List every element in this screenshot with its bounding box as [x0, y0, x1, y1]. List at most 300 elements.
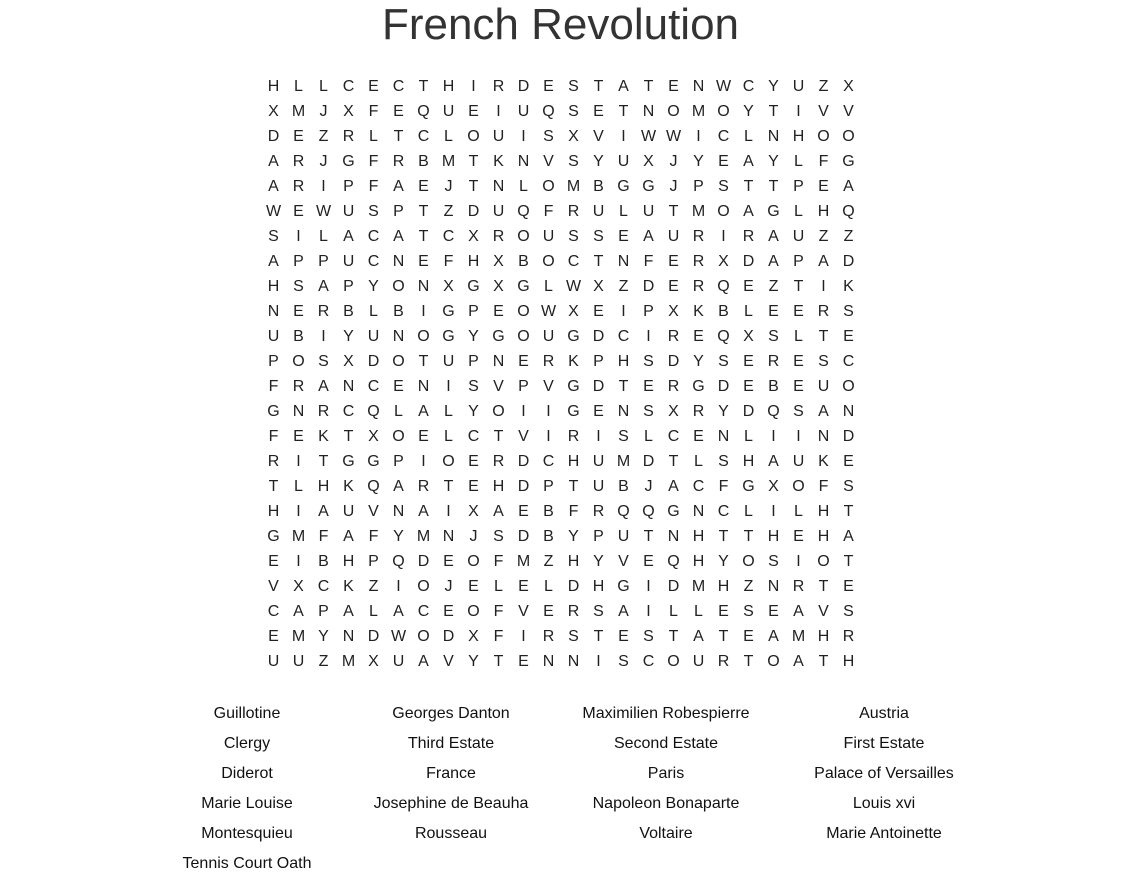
- grid-letter[interactable]: G: [367, 453, 380, 470]
- grid-letter[interactable]: C: [567, 253, 580, 270]
- grid-letter[interactable]: D: [367, 353, 380, 370]
- grid-letter[interactable]: D: [467, 203, 480, 220]
- grid-letter[interactable]: D: [517, 453, 530, 470]
- grid-letter[interactable]: K: [343, 478, 354, 495]
- grid-letter[interactable]: H: [317, 478, 330, 495]
- grid-letter[interactable]: R: [342, 128, 355, 145]
- grid-letter[interactable]: F: [643, 253, 654, 270]
- grid-letter[interactable]: F: [268, 378, 279, 395]
- grid-letter[interactable]: R: [592, 503, 605, 520]
- grid-letter[interactable]: E: [668, 253, 679, 270]
- grid-letter[interactable]: D: [567, 578, 580, 595]
- grid-letter[interactable]: X: [368, 428, 379, 445]
- grid-letter[interactable]: L: [669, 603, 678, 620]
- grid-letter[interactable]: D: [642, 453, 655, 470]
- grid-letter[interactable]: M: [291, 103, 306, 120]
- grid-letter[interactable]: E: [643, 553, 654, 570]
- grid-letter[interactable]: L: [294, 478, 303, 495]
- grid-letter[interactable]: E: [843, 453, 854, 470]
- grid-letter[interactable]: U: [617, 153, 630, 170]
- grid-letter[interactable]: S: [768, 553, 779, 570]
- grid-letter[interactable]: N: [667, 528, 680, 545]
- grid-letter[interactable]: M: [441, 153, 456, 170]
- grid-letter[interactable]: X: [368, 653, 379, 670]
- grid-letter[interactable]: I: [421, 453, 426, 470]
- grid-letter[interactable]: A: [343, 228, 354, 245]
- grid-letter[interactable]: B: [543, 528, 554, 545]
- grid-letter[interactable]: R: [567, 603, 580, 620]
- grid-letter[interactable]: F: [368, 528, 379, 545]
- grid-letter[interactable]: S: [643, 403, 654, 420]
- grid-letter[interactable]: Z: [618, 278, 629, 295]
- grid-letter[interactable]: J: [669, 153, 678, 170]
- grid-letter[interactable]: F: [493, 553, 504, 570]
- grid-letter[interactable]: O: [392, 428, 405, 445]
- grid-letter[interactable]: B: [418, 153, 429, 170]
- grid-letter[interactable]: O: [467, 603, 480, 620]
- grid-letter[interactable]: Q: [717, 328, 730, 345]
- grid-letter[interactable]: F: [368, 103, 379, 120]
- grid-letter[interactable]: Q: [642, 503, 655, 520]
- grid-letter[interactable]: D: [442, 628, 455, 645]
- grid-letter[interactable]: N: [617, 403, 630, 420]
- grid-letter[interactable]: X: [743, 328, 754, 345]
- grid-letter[interactable]: N: [342, 378, 355, 395]
- grid-letter[interactable]: H: [817, 203, 830, 220]
- grid-letter[interactable]: H: [567, 453, 580, 470]
- grid-letter[interactable]: I: [621, 303, 626, 320]
- grid-letter[interactable]: M: [566, 178, 581, 195]
- grid-letter[interactable]: U: [792, 78, 805, 95]
- grid-letter[interactable]: X: [843, 78, 854, 95]
- grid-letter[interactable]: Y: [593, 153, 604, 170]
- grid-letter[interactable]: N: [567, 653, 580, 670]
- grid-letter[interactable]: E: [293, 428, 304, 445]
- grid-letter[interactable]: I: [446, 503, 451, 520]
- grid-letter[interactable]: C: [542, 453, 555, 470]
- grid-letter[interactable]: I: [696, 128, 701, 145]
- grid-letter[interactable]: D: [667, 578, 680, 595]
- grid-letter[interactable]: M: [691, 103, 706, 120]
- grid-letter[interactable]: X: [293, 578, 304, 595]
- grid-letter[interactable]: P: [593, 528, 604, 545]
- grid-letter[interactable]: O: [467, 553, 480, 570]
- grid-letter[interactable]: T: [743, 528, 754, 545]
- grid-letter[interactable]: W: [565, 278, 582, 295]
- grid-letter[interactable]: X: [668, 403, 679, 420]
- grid-letter[interactable]: B: [768, 378, 779, 395]
- grid-letter[interactable]: R: [542, 628, 555, 645]
- grid-letter[interactable]: E: [293, 128, 304, 145]
- grid-letter[interactable]: E: [768, 303, 779, 320]
- grid-letter[interactable]: I: [521, 128, 526, 145]
- grid-letter[interactable]: B: [618, 478, 629, 495]
- grid-letter[interactable]: B: [593, 178, 604, 195]
- grid-letter[interactable]: L: [369, 603, 378, 620]
- grid-letter[interactable]: G: [442, 328, 455, 345]
- grid-letter[interactable]: U: [442, 353, 455, 370]
- grid-letter[interactable]: F: [318, 528, 329, 545]
- grid-letter[interactable]: R: [317, 403, 330, 420]
- grid-letter[interactable]: R: [842, 628, 855, 645]
- grid-letter[interactable]: O: [417, 578, 430, 595]
- grid-letter[interactable]: N: [767, 578, 780, 595]
- grid-letter[interactable]: A: [393, 603, 404, 620]
- grid-letter[interactable]: D: [842, 428, 855, 445]
- grid-letter[interactable]: U: [367, 328, 380, 345]
- grid-letter[interactable]: P: [643, 303, 654, 320]
- grid-letter[interactable]: T: [418, 228, 429, 245]
- grid-letter[interactable]: V: [543, 153, 554, 170]
- grid-letter[interactable]: Y: [693, 353, 704, 370]
- grid-letter[interactable]: X: [468, 503, 479, 520]
- grid-letter[interactable]: U: [517, 103, 530, 120]
- grid-letter[interactable]: R: [317, 303, 330, 320]
- grid-letter[interactable]: L: [294, 78, 303, 95]
- grid-letter[interactable]: T: [593, 78, 604, 95]
- grid-letter[interactable]: R: [567, 428, 580, 445]
- grid-letter[interactable]: P: [343, 278, 354, 295]
- grid-letter[interactable]: A: [668, 478, 679, 495]
- grid-letter[interactable]: G: [842, 153, 855, 170]
- grid-letter[interactable]: Q: [542, 103, 555, 120]
- grid-letter[interactable]: M: [791, 628, 806, 645]
- grid-letter[interactable]: K: [568, 353, 579, 370]
- grid-letter[interactable]: E: [618, 228, 629, 245]
- grid-letter[interactable]: M: [416, 528, 431, 545]
- grid-letter[interactable]: H: [692, 553, 705, 570]
- grid-letter[interactable]: L: [744, 128, 753, 145]
- grid-letter[interactable]: P: [393, 203, 404, 220]
- grid-letter[interactable]: Q: [367, 403, 380, 420]
- grid-letter[interactable]: Y: [718, 403, 729, 420]
- grid-letter[interactable]: T: [643, 528, 654, 545]
- grid-letter[interactable]: T: [643, 78, 654, 95]
- grid-letter[interactable]: X: [493, 253, 504, 270]
- grid-letter[interactable]: V: [618, 553, 629, 570]
- grid-letter[interactable]: H: [842, 653, 855, 670]
- grid-letter[interactable]: I: [471, 78, 476, 95]
- grid-letter[interactable]: S: [293, 278, 304, 295]
- grid-letter[interactable]: Y: [568, 528, 579, 545]
- grid-letter[interactable]: C: [692, 478, 705, 495]
- grid-letter[interactable]: A: [318, 378, 329, 395]
- grid-letter[interactable]: D: [517, 528, 530, 545]
- grid-letter[interactable]: W: [540, 303, 557, 320]
- grid-letter[interactable]: V: [818, 603, 829, 620]
- grid-letter[interactable]: L: [694, 603, 703, 620]
- grid-letter[interactable]: L: [319, 228, 328, 245]
- grid-letter[interactable]: T: [668, 628, 679, 645]
- grid-letter[interactable]: C: [392, 78, 405, 95]
- grid-letter[interactable]: N: [492, 353, 505, 370]
- grid-letter[interactable]: E: [743, 628, 754, 645]
- grid-letter[interactable]: C: [367, 378, 380, 395]
- grid-letter[interactable]: V: [843, 103, 854, 120]
- grid-letter[interactable]: E: [693, 428, 704, 445]
- grid-letter[interactable]: N: [417, 278, 430, 295]
- grid-letter[interactable]: N: [392, 328, 405, 345]
- grid-letter[interactable]: S: [618, 653, 629, 670]
- grid-letter[interactable]: X: [643, 153, 654, 170]
- grid-letter[interactable]: C: [442, 228, 455, 245]
- grid-letter[interactable]: A: [493, 503, 504, 520]
- grid-letter[interactable]: E: [493, 303, 504, 320]
- grid-letter[interactable]: S: [568, 103, 579, 120]
- grid-letter[interactable]: T: [793, 278, 804, 295]
- grid-letter[interactable]: T: [593, 628, 604, 645]
- grid-letter[interactable]: Q: [667, 553, 680, 570]
- grid-letter[interactable]: I: [721, 228, 726, 245]
- grid-letter[interactable]: E: [843, 578, 854, 595]
- grid-letter[interactable]: P: [318, 603, 329, 620]
- grid-letter[interactable]: C: [417, 603, 430, 620]
- grid-letter[interactable]: E: [443, 553, 454, 570]
- grid-letter[interactable]: H: [267, 78, 280, 95]
- grid-letter[interactable]: Z: [368, 578, 379, 595]
- grid-letter[interactable]: A: [793, 603, 804, 620]
- grid-letter[interactable]: E: [468, 453, 479, 470]
- grid-letter[interactable]: O: [667, 653, 680, 670]
- grid-letter[interactable]: L: [794, 203, 803, 220]
- grid-letter[interactable]: U: [542, 228, 555, 245]
- grid-letter[interactable]: L: [394, 403, 403, 420]
- grid-letter[interactable]: B: [718, 303, 729, 320]
- grid-letter[interactable]: V: [493, 378, 504, 395]
- grid-letter[interactable]: R: [292, 153, 305, 170]
- grid-letter[interactable]: F: [443, 253, 454, 270]
- grid-letter[interactable]: R: [542, 353, 555, 370]
- grid-letter[interactable]: L: [794, 503, 803, 520]
- grid-letter[interactable]: Z: [318, 128, 329, 145]
- grid-letter[interactable]: N: [692, 503, 705, 520]
- grid-letter[interactable]: T: [618, 103, 629, 120]
- grid-letter[interactable]: L: [794, 328, 803, 345]
- grid-letter[interactable]: A: [843, 528, 854, 545]
- grid-letter[interactable]: S: [643, 353, 654, 370]
- grid-letter[interactable]: G: [567, 403, 580, 420]
- grid-letter[interactable]: Y: [393, 528, 404, 545]
- grid-letter[interactable]: I: [596, 653, 601, 670]
- grid-letter[interactable]: A: [768, 453, 779, 470]
- grid-letter[interactable]: F: [493, 628, 504, 645]
- grid-letter[interactable]: H: [342, 553, 355, 570]
- grid-letter[interactable]: R: [667, 378, 680, 395]
- grid-letter[interactable]: H: [692, 528, 705, 545]
- grid-letter[interactable]: K: [343, 578, 354, 595]
- grid-letter[interactable]: U: [617, 528, 630, 545]
- grid-letter[interactable]: D: [517, 478, 530, 495]
- grid-letter[interactable]: I: [771, 503, 776, 520]
- grid-letter[interactable]: P: [318, 253, 329, 270]
- grid-letter[interactable]: E: [618, 628, 629, 645]
- grid-letter[interactable]: A: [393, 478, 404, 495]
- grid-letter[interactable]: U: [817, 378, 830, 395]
- grid-letter[interactable]: I: [771, 428, 776, 445]
- grid-letter[interactable]: A: [268, 178, 279, 195]
- grid-letter[interactable]: E: [468, 578, 479, 595]
- grid-letter[interactable]: Q: [417, 103, 430, 120]
- grid-letter[interactable]: T: [418, 353, 429, 370]
- grid-letter[interactable]: R: [667, 328, 680, 345]
- grid-letter[interactable]: Y: [768, 78, 779, 95]
- grid-letter[interactable]: M: [616, 453, 631, 470]
- grid-letter[interactable]: D: [667, 353, 680, 370]
- grid-letter[interactable]: E: [718, 603, 729, 620]
- grid-letter[interactable]: O: [742, 553, 755, 570]
- grid-letter[interactable]: P: [268, 353, 279, 370]
- grid-letter[interactable]: S: [593, 228, 604, 245]
- grid-letter[interactable]: X: [468, 228, 479, 245]
- grid-letter[interactable]: E: [268, 628, 279, 645]
- grid-letter[interactable]: N: [342, 628, 355, 645]
- grid-letter[interactable]: G: [642, 178, 655, 195]
- grid-letter[interactable]: Y: [768, 153, 779, 170]
- grid-letter[interactable]: S: [843, 603, 854, 620]
- grid-letter[interactable]: L: [319, 78, 328, 95]
- grid-letter[interactable]: T: [268, 478, 279, 495]
- grid-letter[interactable]: V: [443, 653, 454, 670]
- grid-letter[interactable]: Q: [842, 203, 855, 220]
- grid-letter[interactable]: X: [443, 278, 454, 295]
- grid-letter[interactable]: U: [342, 203, 355, 220]
- grid-letter[interactable]: P: [793, 253, 804, 270]
- grid-letter[interactable]: A: [343, 603, 354, 620]
- grid-letter[interactable]: B: [393, 303, 404, 320]
- grid-letter[interactable]: H: [492, 478, 505, 495]
- grid-letter[interactable]: G: [442, 303, 455, 320]
- grid-letter[interactable]: S: [543, 128, 554, 145]
- grid-letter[interactable]: R: [767, 353, 780, 370]
- grid-letter[interactable]: G: [617, 578, 630, 595]
- grid-letter[interactable]: I: [796, 103, 801, 120]
- grid-letter[interactable]: C: [467, 428, 480, 445]
- grid-letter[interactable]: I: [646, 578, 651, 595]
- grid-letter[interactable]: E: [718, 153, 729, 170]
- grid-letter[interactable]: A: [618, 78, 629, 95]
- grid-letter[interactable]: D: [717, 378, 730, 395]
- grid-letter[interactable]: H: [742, 453, 755, 470]
- grid-letter[interactable]: Z: [843, 228, 854, 245]
- grid-letter[interactable]: V: [368, 503, 379, 520]
- grid-letter[interactable]: S: [268, 228, 279, 245]
- grid-letter[interactable]: S: [568, 628, 579, 645]
- grid-letter[interactable]: S: [843, 478, 854, 495]
- grid-letter[interactable]: O: [492, 403, 505, 420]
- grid-letter[interactable]: T: [818, 328, 829, 345]
- grid-letter[interactable]: R: [417, 478, 430, 495]
- grid-letter[interactable]: S: [718, 453, 729, 470]
- grid-letter[interactable]: A: [318, 278, 329, 295]
- grid-letter[interactable]: C: [617, 328, 630, 345]
- grid-letter[interactable]: E: [693, 328, 704, 345]
- grid-letter[interactable]: N: [767, 128, 780, 145]
- grid-letter[interactable]: N: [492, 178, 505, 195]
- grid-letter[interactable]: J: [444, 578, 453, 595]
- grid-letter[interactable]: A: [643, 228, 654, 245]
- grid-letter[interactable]: S: [468, 378, 479, 395]
- grid-letter[interactable]: E: [468, 478, 479, 495]
- grid-letter[interactable]: C: [342, 78, 355, 95]
- grid-letter[interactable]: Q: [717, 278, 730, 295]
- grid-letter[interactable]: A: [293, 603, 304, 620]
- grid-letter[interactable]: O: [392, 278, 405, 295]
- grid-letter[interactable]: T: [343, 428, 354, 445]
- grid-letter[interactable]: N: [717, 428, 730, 445]
- grid-letter[interactable]: C: [417, 128, 430, 145]
- grid-letter[interactable]: L: [494, 578, 503, 595]
- grid-letter[interactable]: E: [743, 278, 754, 295]
- grid-letter[interactable]: T: [443, 478, 454, 495]
- grid-letter[interactable]: K: [843, 278, 854, 295]
- grid-letter[interactable]: S: [368, 203, 379, 220]
- grid-letter[interactable]: O: [817, 128, 830, 145]
- grid-letter[interactable]: O: [667, 103, 680, 120]
- grid-letter[interactable]: J: [469, 528, 478, 545]
- grid-letter[interactable]: P: [468, 353, 479, 370]
- grid-letter[interactable]: C: [717, 503, 730, 520]
- grid-letter[interactable]: E: [393, 378, 404, 395]
- grid-letter[interactable]: U: [667, 228, 680, 245]
- grid-letter[interactable]: F: [568, 503, 579, 520]
- grid-letter[interactable]: I: [296, 453, 301, 470]
- grid-letter[interactable]: A: [418, 403, 429, 420]
- grid-letter[interactable]: T: [618, 378, 629, 395]
- grid-letter[interactable]: T: [318, 453, 329, 470]
- grid-letter[interactable]: A: [743, 203, 754, 220]
- grid-letter[interactable]: A: [793, 653, 804, 670]
- grid-letter[interactable]: Z: [818, 78, 829, 95]
- grid-letter[interactable]: W: [715, 78, 732, 95]
- grid-letter[interactable]: R: [267, 453, 280, 470]
- grid-letter[interactable]: U: [492, 128, 505, 145]
- grid-letter[interactable]: X: [768, 478, 779, 495]
- grid-letter[interactable]: O: [292, 353, 305, 370]
- grid-letter[interactable]: I: [546, 428, 551, 445]
- grid-letter[interactable]: O: [767, 653, 780, 670]
- grid-letter[interactable]: O: [542, 178, 555, 195]
- grid-letter[interactable]: H: [442, 78, 455, 95]
- grid-letter[interactable]: N: [517, 153, 530, 170]
- grid-letter[interactable]: T: [418, 78, 429, 95]
- grid-letter[interactable]: E: [793, 378, 804, 395]
- grid-letter[interactable]: E: [518, 353, 529, 370]
- grid-letter[interactable]: E: [668, 78, 679, 95]
- grid-letter[interactable]: T: [768, 103, 779, 120]
- grid-letter[interactable]: N: [692, 78, 705, 95]
- grid-letter[interactable]: E: [543, 603, 554, 620]
- grid-letter[interactable]: D: [267, 128, 280, 145]
- grid-letter[interactable]: E: [818, 178, 829, 195]
- grid-letter[interactable]: A: [768, 628, 779, 645]
- grid-letter[interactable]: F: [718, 478, 729, 495]
- grid-letter[interactable]: E: [443, 603, 454, 620]
- grid-letter[interactable]: U: [342, 253, 355, 270]
- grid-letter[interactable]: G: [617, 178, 630, 195]
- grid-letter[interactable]: V: [818, 103, 829, 120]
- grid-letter[interactable]: D: [842, 253, 855, 270]
- grid-letter[interactable]: W: [265, 203, 282, 220]
- grid-letter[interactable]: M: [341, 653, 356, 670]
- grid-letter[interactable]: H: [467, 253, 480, 270]
- grid-letter[interactable]: X: [568, 303, 579, 320]
- grid-letter[interactable]: I: [621, 128, 626, 145]
- grid-letter[interactable]: S: [743, 603, 754, 620]
- grid-letter[interactable]: A: [818, 253, 829, 270]
- grid-letter[interactable]: I: [296, 553, 301, 570]
- grid-letter[interactable]: T: [668, 453, 679, 470]
- grid-letter[interactable]: E: [793, 528, 804, 545]
